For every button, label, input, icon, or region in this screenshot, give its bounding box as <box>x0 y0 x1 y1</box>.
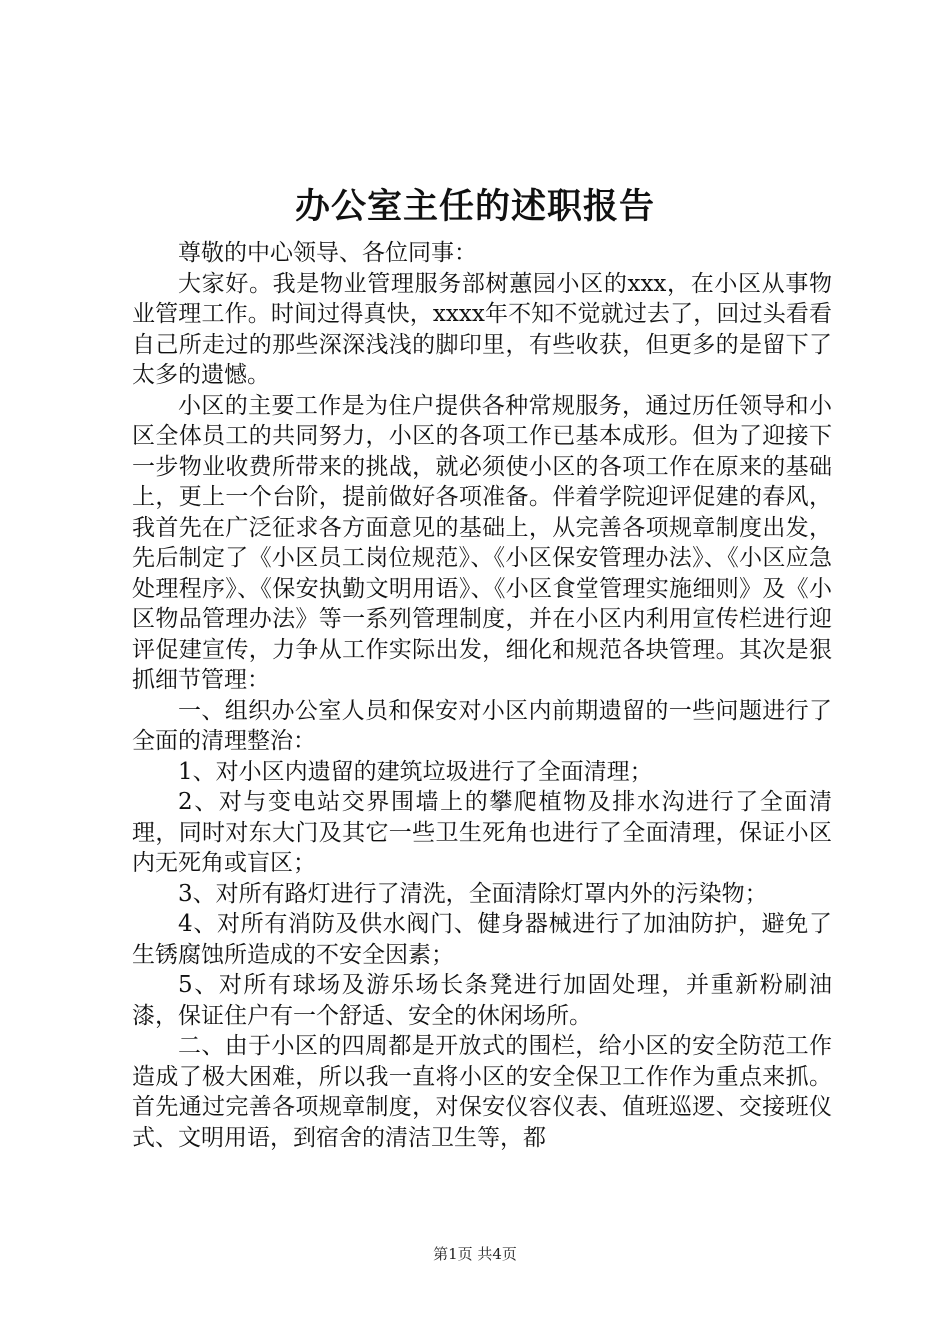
list-item-paragraph: 4、对所有消防及供水阀门、健身器械进行了加油防护，避免了生锈腐蚀所造成的不安全因素； <box>132 911 832 968</box>
list-item-paragraph: 3、对所有路灯进行了清洗，全面清除灯罩内外的污染物； <box>178 880 768 907</box>
list-item-paragraph: 5、对所有球场及游乐场长条凳进行加固处理，并重新粉刷油漆，保证住户有一个舒适、安全的休闲场所。 <box>132 972 832 1029</box>
body-paragraph: 小区的主要工作是为住户提供各种常规服务，通过历任领导和小区全体员工的共同努力，小区的各项工作已基本成形。但为了迎接下一步物业收费所带来的挑战，就必须使小区的各项工作在原来的基础上，更上一个台阶，提前做好各项准备。伴着学院迎评促建的春风，我首先在广泛征求各方面意见的基础上，从完善各项规章制度出发，先后制定了《小区员工岗位规范》、《小区保安管理办法》、《小区应急处理程序》、《保安执勤文明用语》、《小区食堂管理实施细则》及《小区物品管理办法》等一系列管理制度，并在小区内利用宣传栏进行迎评促建宣传，力争从工作实际出发，细化和规范各块管理。其次是狠抓细节管理： <box>132 392 832 693</box>
document-title: 办公室主任的述职报告 <box>294 186 655 227</box>
body-paragraph: 大家好。我是物业管理服务部树蕙园小区的xxx，在小区从事物业管理工作。时间过得真快，xxxx年不知不觉就过去了，回过头看看自己所走过的那些深深浅浅的脚印里，有些收获，但更多的是留下了太多的遗憾。 <box>132 270 832 388</box>
document-body <box>132 238 832 1153</box>
page-footer: 第1页 共4页 <box>433 1245 517 1263</box>
section-heading-paragraph: 二、由于小区的四周都是开放式的围栏，给小区的安全防范工作造成了极大困难，所以我一直将小区的安全保卫工作作为重点来抓。首先通过完善各项规章制度，对保安仪容仪表、值班巡逻、交接班仪式、文明用语，到宿舍的清洁卫生等，都 <box>132 1033 832 1151</box>
section-heading-paragraph: 一、组织办公室人员和保安对小区内前期遗留的一些问题进行了全面的清理整治： <box>132 697 832 754</box>
list-item-paragraph: 2、对与变电站交界围墙上的攀爬植物及排水沟进行了全面清理，同时对东大门及其它一些卫生死角也进行了全面清理，保证小区内无死角或盲区； <box>132 789 832 876</box>
list-item-paragraph: 1、对小区内遗留的建筑垃圾进行了全面清理； <box>178 758 653 785</box>
salutation-paragraph: 尊敬的中心领导、各位同事： <box>178 240 477 266</box>
